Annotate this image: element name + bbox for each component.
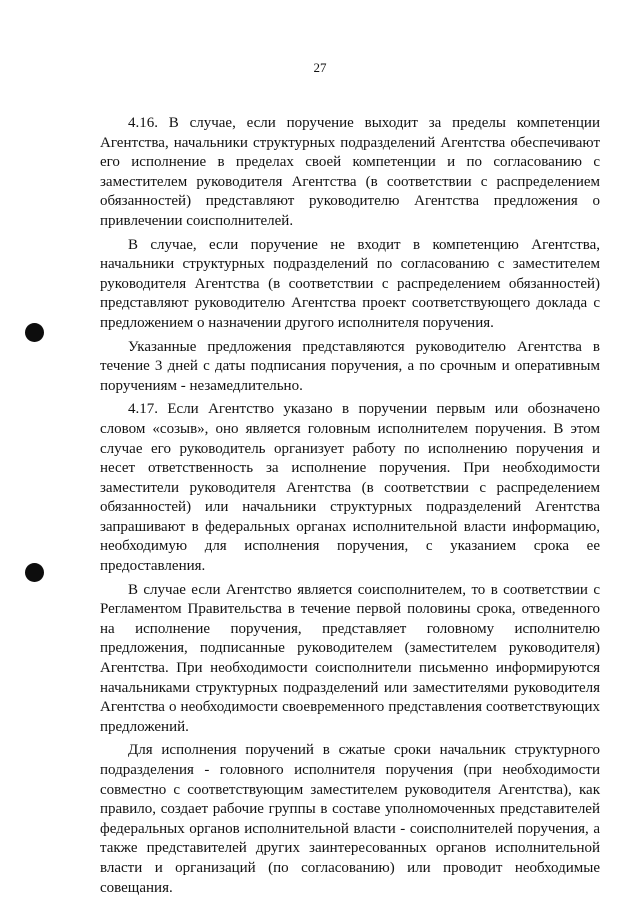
paragraph-proposal-deadline: Указанные предложения представляются руководителю Агентства в течение 3 дней с даты подписания поручения, а по срочным и оперативным поручениям - незамедлительно. — [100, 338, 600, 394]
page-number: 27 — [313, 60, 327, 75]
document-body — [100, 114, 600, 902]
punch-hole-bottom — [25, 563, 44, 582]
punch-hole-top — [25, 323, 44, 342]
paragraph-not-in-competence: В случае, если поручение не входит в компетенцию Агентства, начальники структурных подразделений по согласованию с заместителем руководителя Агентства (в соответствии с распределением обязанностей) представляют руководителю Агентства проект соответствующего доклада с предложением о назначении другого исполнителя поручения. — [100, 236, 600, 331]
paragraph-4-16: 4.16. В случае, если поручение выходит за пределы компетенции Агентства, начальники структурных подразделений Агентства обеспечивают его исполнение в пределах своей компетенции и по согласованию с заместителем руководителя Агентства (в соответствии с распределением обязанностей) представляют руководителю Агентства предложения о привлечении соисполнителей. — [100, 115, 600, 229]
paragraph-co-executor: В случае если Агентство является соисполнителем, то в соответствии с Регламентом Правительства в течение первой половины срока, отведенного на исполнение поручения, представляет головному исполнителю предложения, подписанные руководителем (заместителем руководителя) Агентства. При необходимости соисполнители письменно информируются начальниками структурных подразделений или заместителями руководителя Агентства о необходимости своевременного представления соответствующих предложений. — [100, 581, 600, 735]
paragraph-working-groups: Для исполнения поручений в сжатые сроки начальник структурного подразделения - головного исполнителя поручения (при необходимости совместно с соответствующим заместителем руководителя Агентства), как правило, создает рабочие группы в составе уполномоченных представителей федеральных органов исполнительной власти - соисполнителей поручения, а также представителей других заинтересованных органов исполнительной власти и организаций (по согласованию) или проводит необходимые совещания. — [100, 742, 600, 896]
paragraph-4-17: 4.17. Если Агентство указано в поручении первым или обозначено словом «созыв», оно является головным исполнителем поручения. В этом случае его руководитель организует работу по исполнению поручения и несет ответственность за исполнение поручения. При необходимости заместители руководителя Агентства (в соответствии с распределением обязанностей) или начальники структурных подразделений Агентства запрашивают в федеральных органах исполнительной власти информацию, необходимую для исполнения поручения, с указанием срока ее предоставления. — [100, 401, 600, 575]
